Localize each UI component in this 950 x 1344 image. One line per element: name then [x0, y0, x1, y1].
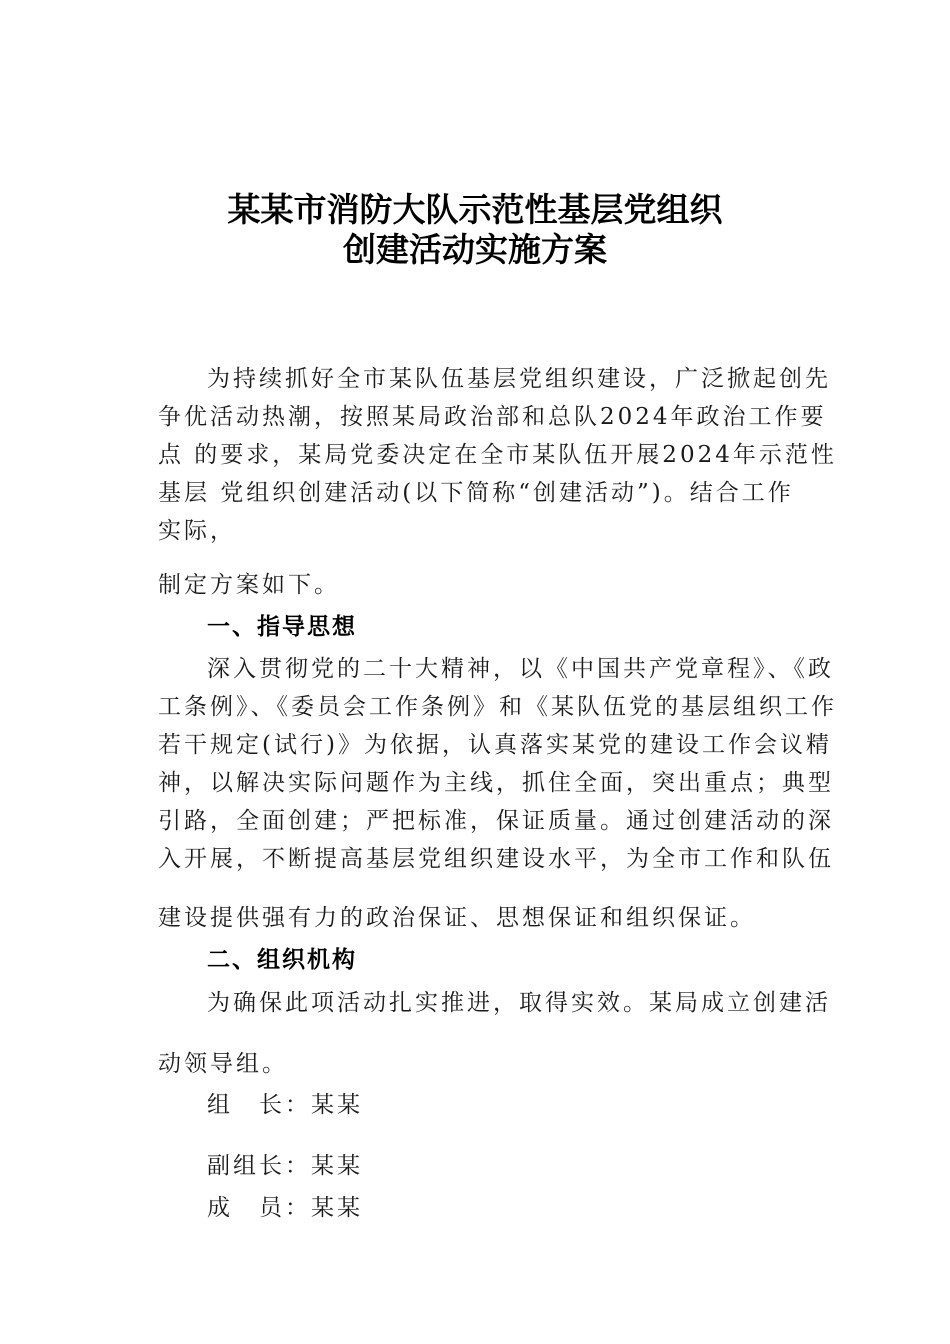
intro-line: 争优活动热潮，按照某局政治部和总队2024年政治工作要 [158, 404, 827, 430]
section1-last-line [158, 899, 823, 937]
member-leader: 组 长：某某 [207, 1092, 363, 1118]
section2-heading: 二、组织机构 [207, 947, 357, 973]
member-deputy: 副组长：某某 [207, 1153, 363, 1179]
member-members: 成 员：某某 [207, 1195, 363, 1221]
section2-paragraph [158, 984, 831, 1022]
intro-line: 基层 党组织创建活动(以下简称“创建活动”)。结合工作 [158, 480, 794, 506]
section1-line: 神，以解决实际问题作为主线，抓住全面，突出重点；典型 [158, 770, 834, 796]
section2-line: 动领导组。 [158, 1051, 288, 1077]
section1-line: 工条例》、《委员会工作条例》和《某队伍党的基层组织工作 [158, 694, 837, 720]
section1-paragraph [158, 650, 837, 878]
section1-line: 引路，全面创建；严把标准，保证质量。通过创建活动的深 [158, 808, 834, 834]
document-title-line1: 某某市消防大队示范性基层党组织 [227, 190, 723, 229]
section1-heading: 一、指导思想 [207, 614, 357, 640]
intro-line: 为持续抓好全市某队伍基层党组织建设，广泛掀起创先 [207, 366, 831, 392]
intro-line: 实际， [158, 518, 236, 544]
section1-line: 若干规定(试行)》为依据，认真落实某党的建设工作会议精 [158, 732, 832, 758]
section1-line: 深入贯彻党的二十大精神，以《中国共产党章程》、《政 [207, 656, 834, 682]
intro-paragraph [158, 360, 837, 550]
intro-line: 点 的要求，某局党委决定在全市某队伍开展2024年示范性 [158, 442, 837, 468]
intro-closing [158, 566, 823, 604]
section2-paragraph-end [158, 1045, 823, 1083]
section2-line: 为确保此项活动扎实推进，取得实效。某局成立创建活 [207, 990, 831, 1016]
intro-closing-line: 制定方案如下。 [158, 572, 340, 598]
document-title-line2: 创建活动实施方案 [343, 230, 607, 269]
section1-closing-line: 建设提供强有力的政治保证、思想保证和组织保证。 [158, 905, 756, 931]
section1-line: 入开展，不断提高基层党组织建设水平，为全市工作和队伍 [158, 846, 834, 872]
